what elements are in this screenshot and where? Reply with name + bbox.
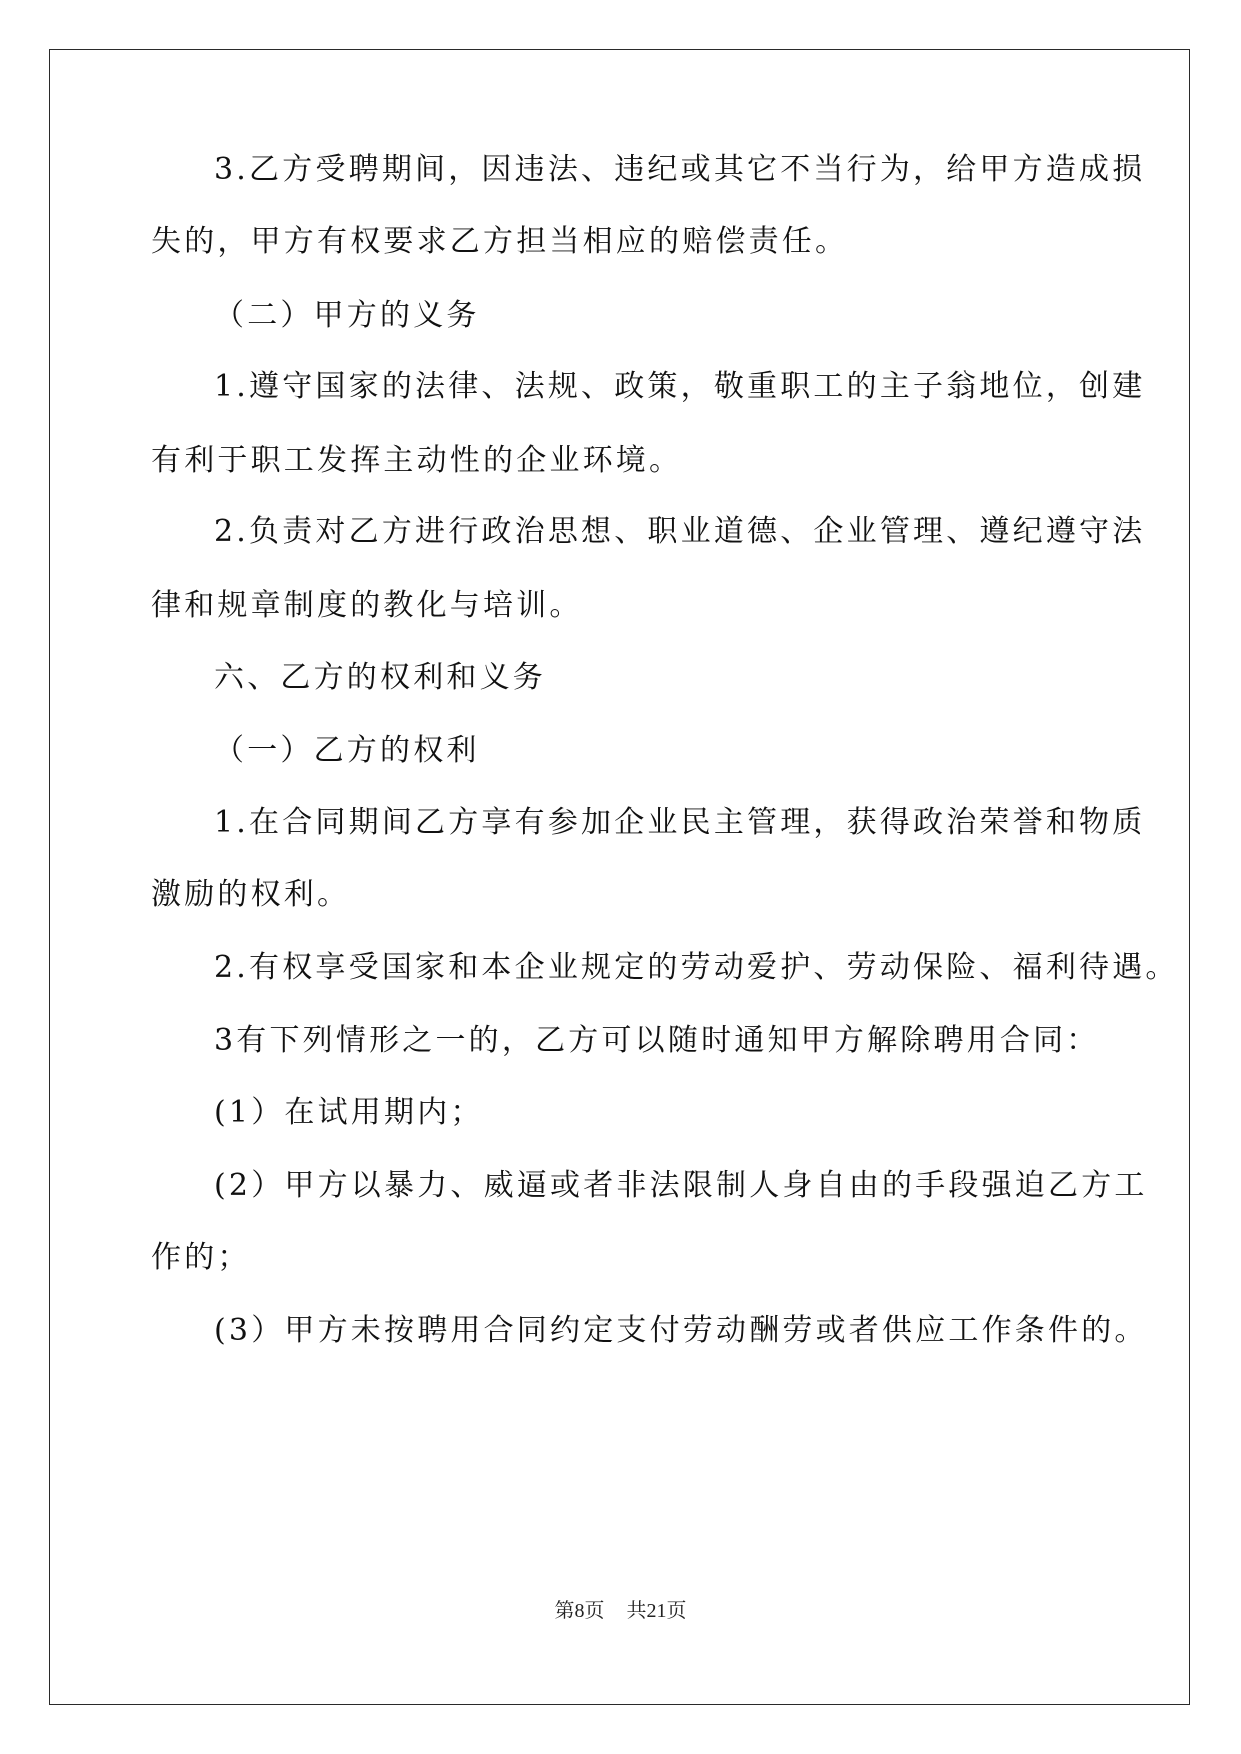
page-number-total: 共21页 bbox=[626, 1600, 687, 1622]
paragraph-line: 3有下列情形之一的，乙方可以随时通知甲方解除聘用合同： bbox=[214, 1023, 1100, 1058]
list-item: (3）甲方未按聘用合同约定支付劳动酬劳或者供应工作条件的。 bbox=[214, 1313, 1148, 1348]
paragraph-line: 失的，甲方有权要求乙方担当相应的赔偿责任。 bbox=[151, 224, 849, 259]
section-heading: 六、乙方的权利和义务 bbox=[214, 660, 546, 695]
list-item: (1）在试用期内； bbox=[214, 1095, 484, 1130]
paragraph-line: 1.在合同期间乙方享有参加企业民主管理，获得政治荣誉和物质 bbox=[214, 805, 1146, 840]
page-footer bbox=[0, 1597, 1241, 1625]
paragraph-line: 2.负责对乙方进行政治思想、职业道德、企业管理、遵纪遵守法 bbox=[214, 514, 1146, 549]
section-heading: （二）甲方的义务 bbox=[214, 298, 480, 333]
paragraph-line: 2.有权享受国家和本企业规定的劳动爱护、劳动保险、福利待遇。 bbox=[214, 950, 1179, 985]
paragraph-line: 律和规章制度的教化与培训。 bbox=[151, 588, 583, 623]
list-item-continuation: 作的； bbox=[151, 1240, 251, 1275]
list-item: (2）甲方以暴力、威逼或者非法限制人身自由的手段强迫乙方工 bbox=[214, 1168, 1148, 1203]
page-border bbox=[49, 49, 1190, 1705]
page-number-current: 第8页 bbox=[554, 1600, 605, 1622]
paragraph-line: 激励的权利。 bbox=[151, 877, 351, 912]
paragraph-line: 1.遵守国家的法律、法规、政策，敬重职工的主子翁地位，创建 bbox=[214, 369, 1146, 404]
paragraph-line: 有利于职工发挥主动性的企业环境。 bbox=[151, 443, 683, 478]
section-heading: （一）乙方的权利 bbox=[214, 733, 480, 768]
paragraph-line: 3.乙方受聘期间，因违法、违纪或其它不当行为，给甲方造成损 bbox=[214, 152, 1146, 187]
